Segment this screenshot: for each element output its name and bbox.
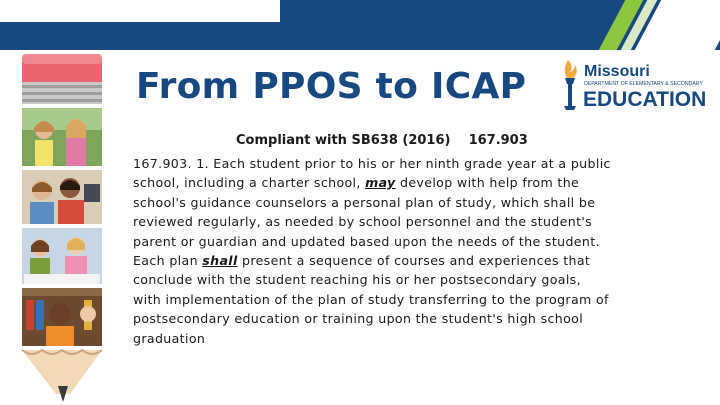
- emphasis-may: may: [365, 175, 396, 191]
- header-bar-cutout: [0, 0, 280, 22]
- emphasis-shall: shall: [202, 253, 238, 269]
- photo-teacher-student: [22, 170, 102, 224]
- photo-children-writing: [22, 228, 102, 284]
- statute-text: [133, 154, 611, 348]
- pencil-illustration: [20, 52, 110, 404]
- photo-children-outdoors: [22, 108, 102, 166]
- torch-icon: [564, 60, 577, 110]
- missouri-education-logo: [556, 56, 714, 112]
- logo-education-text: EDUCATION: [583, 88, 707, 111]
- statute-text-part-1: 167.903. 1. Each student prior to his or her ninth grade year at a public school, including a charter school,: [133, 156, 611, 191]
- photo-boy-library: [22, 288, 102, 346]
- logo-missouri-text: Missouri: [584, 63, 650, 80]
- statute-text-part-3: present a sequence of courses and experiences that conclude with the student reaching his or her postsecondary goals, with implementation of the plan of study transferring to the program of postsecondary education or training upon the student's high school graduation: [133, 253, 609, 346]
- slide-subtitle: Compliant with SB638 (2016) 167.903: [236, 133, 528, 148]
- slide-title: From PPOS to ICAP: [136, 66, 527, 107]
- logo-department-text: DEPARTMENT OF ELEMENTARY & SECONDARY: [584, 81, 703, 87]
- statute-text-part-2: develop with help from the school's guidance counselors a personal plan of study, which shall be reviewed regularly, as needed by school personnel and the student's parent or guardian and updated based upon the needs of the student. Each plan: [133, 175, 600, 269]
